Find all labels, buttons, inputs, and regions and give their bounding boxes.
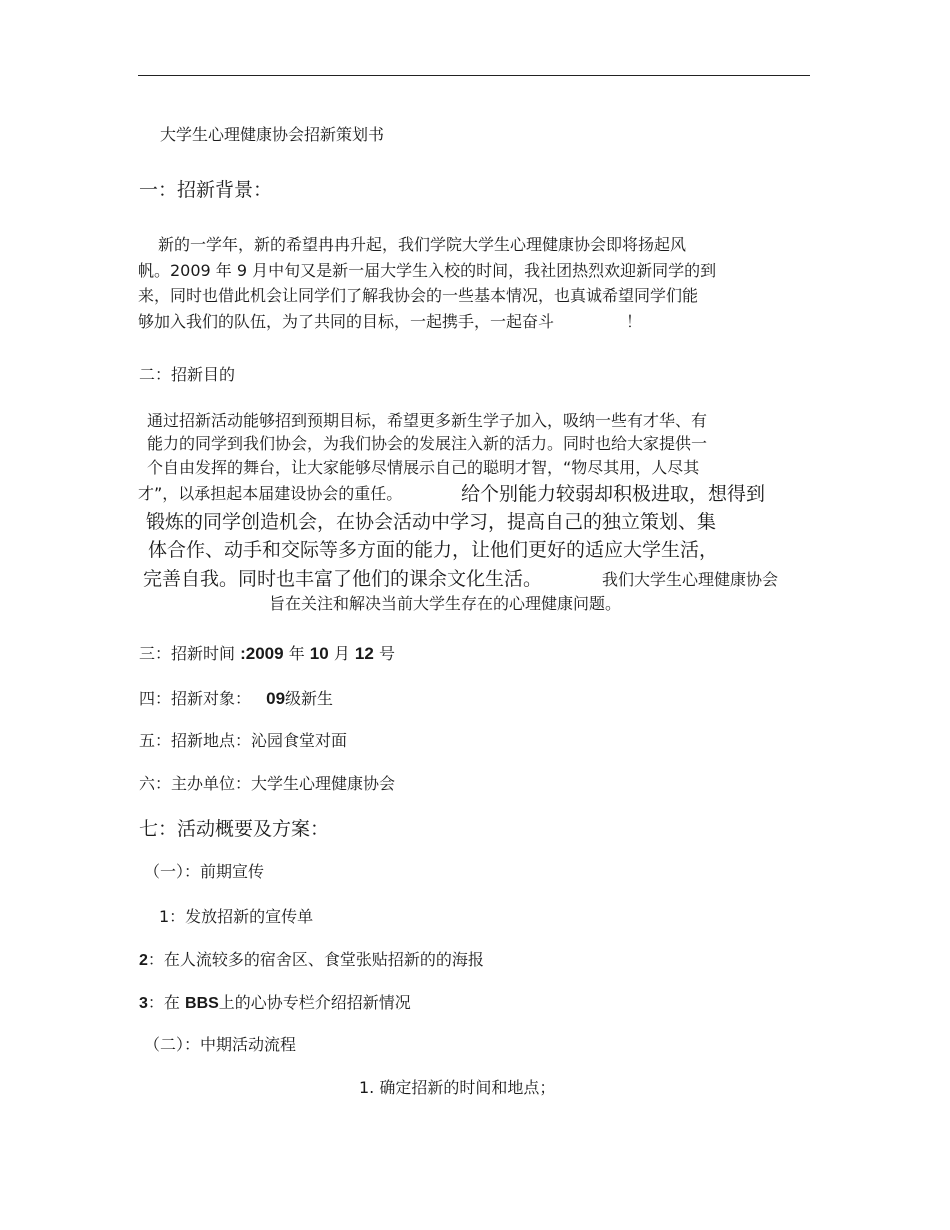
section-4-grade-value: 09 (266, 689, 286, 708)
section-2-line: 个自由发挥的舞台，让大家能够尽情展示自己的聪明才智，“物尽其用，人尽其 (147, 458, 700, 477)
section-3-recruit-time (139, 645, 395, 662)
section-7-sub-1: （一）：前期宣传 (144, 862, 265, 881)
section-3-month-unit: 月 (333, 644, 350, 663)
section-5-location: 五：招新地点：沁园食堂对面 (139, 731, 348, 750)
section-1-line: 够加入我们的队伍，为了共同的目标，一起携手，一起奋斗 (138, 312, 555, 331)
section-3-day-value: 12 (354, 644, 374, 663)
section-6-organizer: 六：主办单位：大学生心理健康协会 (139, 774, 396, 793)
section-7-item-2 (139, 952, 484, 969)
section-2-line: 完善自我。同时也丰富了他们的课余文化生活。 (143, 568, 543, 590)
section-2-heading: 二：招新目的 (139, 365, 236, 384)
section-7-sub-2: （二）：中期活动流程 (144, 1035, 297, 1054)
section-2-line: 才”，以承担起本届建设协会的重任。 (138, 484, 403, 503)
section-7-step-1: 1. 确定招新的时间和地点； (359, 1078, 556, 1097)
section-2-line: 通过招新活动能够招到预期目标，希望更多新生学子加入，吸纳一些有才华、有 (147, 411, 708, 430)
section-2-line: 锻炼的同学创造机会，在协会活动中学习，提高自己的独立策划、集 (146, 511, 717, 533)
section-3-label: 三：招新时间 (139, 644, 236, 663)
section-7-item-2-num: 2 (139, 952, 148, 969)
section-4-label: 四：招新对象： (139, 689, 252, 708)
section-1-line: 帆。2009 年 9 月中旬又是新一届大学生入校的时间，我社团热烈欢迎新同学的到 (138, 261, 717, 280)
section-7-item-2-text: ：在人流较多的宿舍区、食堂张贴招新的的海报 (147, 950, 484, 969)
section-7-item-3-bbs: BBS (185, 995, 219, 1012)
section-3-year-value: :2009 (240, 644, 284, 663)
section-7-item-3 (139, 995, 411, 1012)
section-3-year-unit: 年 (288, 644, 305, 663)
section-1-exclamation: ！ (626, 312, 643, 331)
section-3-month-value: 10 (309, 644, 329, 663)
header-rule (138, 75, 810, 76)
section-2-line: 能力的同学到我们协会，为我们协会的发展注入新的活力。同时也给大家提供一 (147, 434, 708, 453)
section-7-heading: 七：活动概要及方案： (139, 818, 330, 840)
section-3-day-unit: 号 (378, 644, 395, 663)
section-1-line: 来，同时也借此机会让同学们了解我协会的一些基本情况，也真诚希望同学们能 (138, 286, 699, 305)
section-7-item-3-text: 上的心协专栏介绍招新情况 (218, 993, 411, 1012)
section-4-recruit-target (139, 690, 333, 707)
section-1-heading: 一：招新背景： (139, 179, 273, 201)
section-2-line: 旨在关注和解决当前大学生存在的心理健康问题。 (269, 594, 622, 613)
section-2-line: 体合作、动手和交际等多方面的能力，让他们更好的适应大学生活， (148, 539, 719, 561)
section-7-item-3-num: 3 (139, 995, 148, 1012)
section-1-line: 新的一学年，新的希望冉冉升起，我们学院大学生心理健康协会即将扬起风 (158, 235, 687, 254)
document-title: 大学生心理健康协会招新策划书 (160, 125, 385, 144)
section-7-item-1: 1：发放招新的宣传单 (159, 907, 314, 926)
section-2-line: 我们大学生心理健康协会 (602, 570, 779, 589)
section-2-line: 给个别能力较弱却积极进取，想得到 (461, 483, 766, 505)
section-4-grade-suffix: 级新生 (285, 689, 334, 708)
section-7-item-3-pre: ：在 (147, 993, 180, 1012)
